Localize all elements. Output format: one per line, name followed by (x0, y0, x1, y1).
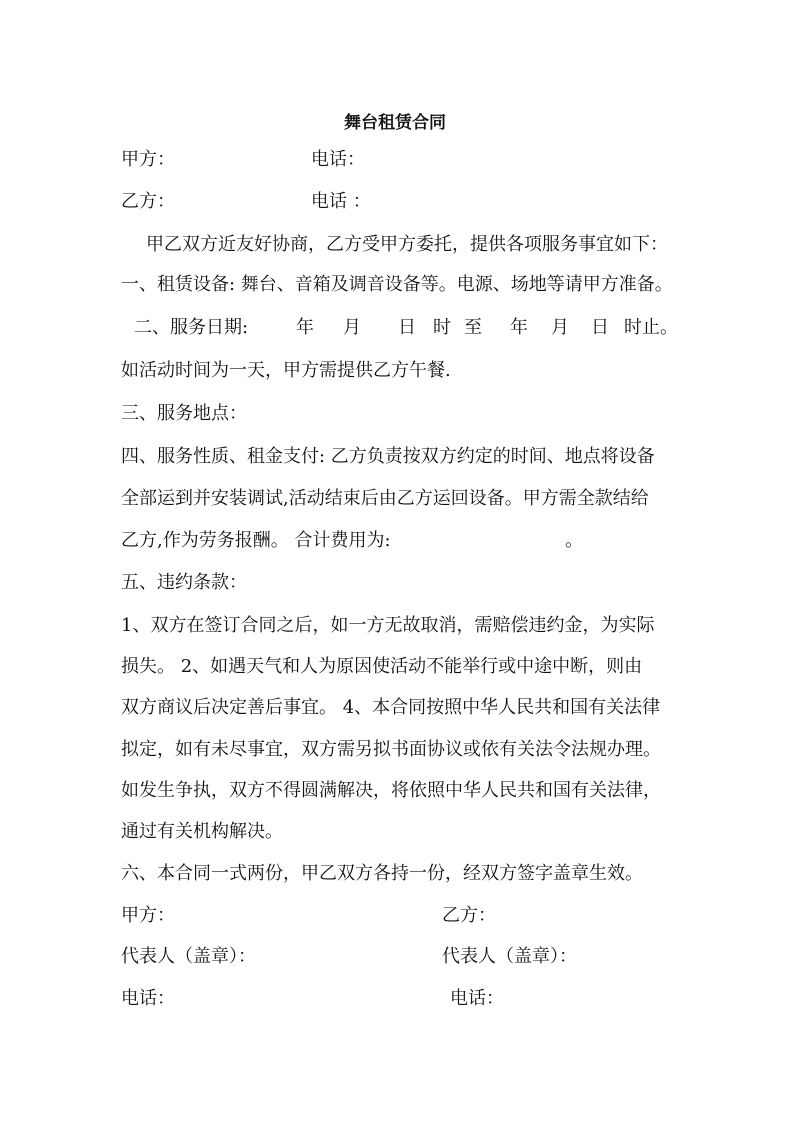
sign-party-b-phone: 电话： (450, 988, 504, 1009)
clause-2-prefix: 二、服务日期: (134, 317, 249, 338)
clause-5-line: 拟定，如有未尽事宜，双方需另拟书面协议或依有关法令法规办理。 (121, 739, 661, 760)
clause-2-hour-end: 时止。 (624, 317, 678, 338)
sign-party-a-rep: 代表人（盖章）： (121, 946, 256, 967)
sign-party-a-phone: 电话： (121, 988, 175, 1009)
clause-4-line: 四、服务性质、租金支付: 乙方负责按双方约定的时间、地点将设备 (121, 446, 655, 467)
clause-5-line: 如发生争执，双方不得圆满解决，将依照中华人民共和国有关法律， (121, 780, 661, 801)
clause-2-day: 日 (398, 317, 416, 338)
sign-party-b-rep: 代表人（盖章）： (442, 946, 577, 967)
document-title: 舞台租赁合同 (344, 113, 446, 133)
party-a-phone-label: 电话： (311, 149, 365, 170)
party-b-phone-label: 电话 ： (311, 191, 371, 212)
clause-5-heading: 五、违约条款： (121, 572, 247, 593)
clause-5-line: 双方商议后决定善后事宜。 4、本合同按照中华人民共和国有关法律 (121, 697, 661, 718)
clause-6: 六、本合同一式两份，甲乙双方各持一份，经双方签字盖章生效。 (121, 863, 643, 884)
intro-paragraph: 甲乙双方近友好协商，乙方受甲方委托，提供各项服务事宜如下： (146, 234, 668, 255)
party-a-label: 甲方： (121, 149, 175, 170)
clause-2-year: 年 (296, 317, 314, 338)
clause-2-note: 如活动时间为一天，甲方需提供乙方午餐. (121, 360, 451, 381)
clause-4-line: 乙方,作为劳务报酬。 合计费用为: (121, 530, 391, 551)
clause-2-day-end: 日 (591, 317, 609, 338)
clause-2-month-end: 月 (551, 317, 569, 338)
clause-2-month: 月 (343, 317, 361, 338)
clause-2-to: 至 (464, 317, 482, 338)
clause-5-line: 损失。 2、如遇天气和人为原因使活动不能举行或中途中断，则由 (121, 656, 643, 677)
clause-2-year-end: 年 (510, 317, 528, 338)
clause-3: 三、服务地点： (121, 403, 247, 424)
clause-4-end-mark: 。 (565, 530, 583, 551)
sign-party-b-label: 乙方： (442, 905, 496, 926)
clause-4-line: 全部运到并安装调试,活动结束后由乙方运回设备。甲方需全款结给 (121, 488, 649, 509)
clause-2-hour: 时 (433, 317, 451, 338)
clause-5-line: 1、双方在签订合同之后，如一方无故取消，需赔偿违约金，为实际 (121, 615, 655, 636)
sign-party-a-label: 甲方： (121, 905, 175, 926)
clause-1: 一、租赁设备: 舞台、音箱及调音设备等。电源、场地等请甲方准备。 (121, 274, 673, 295)
clause-5-line: 通过有关机构解决。 (121, 821, 283, 842)
party-b-label: 乙方： (121, 191, 175, 212)
